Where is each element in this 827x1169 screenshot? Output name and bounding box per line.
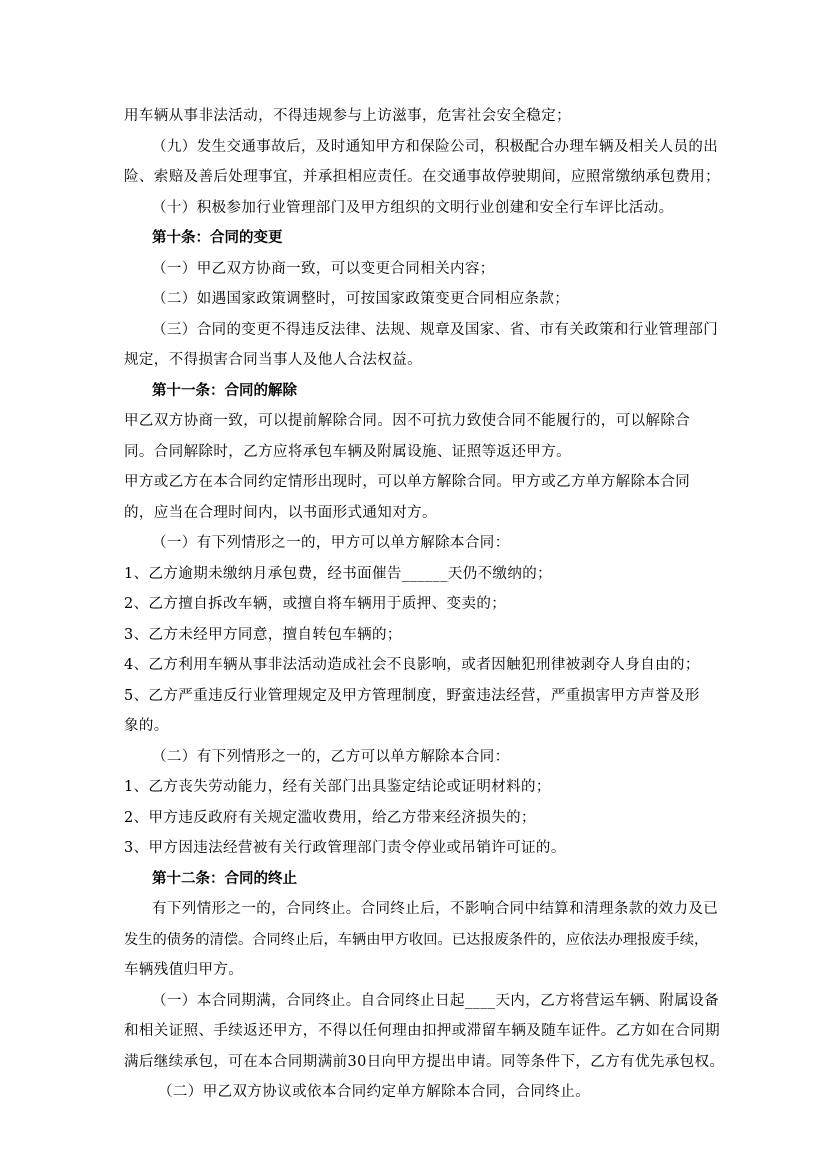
body-line: 和相关证照、手续返还甲方，不得以任何理由扣押或滞留车辆及随车证件。乙方如在合同期 bbox=[124, 1023, 720, 1039]
body-line: 5、乙方严重违反行业管理规定及甲方管理制度，野蛮违法经营，严重损害甲方声誉及形 bbox=[124, 688, 700, 704]
body-line: 2、甲方违反政府有关规定滥收费用，给乙方带来经济损失的； bbox=[124, 810, 536, 826]
body-line: 象的。 bbox=[124, 718, 169, 734]
body-line: 的，应当在合理时间内，以书面形式通知对方。 bbox=[124, 505, 437, 521]
body-line: （一）有下列情形之一的，甲方可以单方解除本合同： bbox=[152, 535, 510, 551]
body-line: 甲方或乙方在本合同约定情形出现时，可以单方解除合同。甲方或乙方单方解除本合同 bbox=[124, 474, 691, 490]
body-line: 发生的债务的清偿。合同终止后，车辆由甲方收回。已达报废条件的，应依法办理报废手续， bbox=[124, 932, 709, 948]
section-heading: 第十一条：合同的解除 bbox=[152, 383, 297, 399]
body-line: 1、乙方逾期未缴纳月承包费，经书面催告______天仍不缴纳的； bbox=[124, 566, 553, 582]
body-line: 车辆残值归甲方。 bbox=[124, 962, 244, 978]
section-heading: 第十条：合同的变更 bbox=[152, 230, 283, 246]
body-line: 同。合同解除时，乙方应将承包车辆及附属设施、证照等返还甲方。 bbox=[124, 444, 571, 460]
body-line: 规定，不得损害合同当事人及他人合法权益。 bbox=[124, 352, 422, 368]
body-line: 1、乙方丧失劳动能力，经有关部门出具鉴定结论或证明材料的； bbox=[124, 779, 551, 795]
body-line: 险、索赔及善后处理事宜，并承担相应责任。在交通事故停驶期间，应照常缴纳承包费用； bbox=[124, 169, 720, 185]
body-line: 4、乙方利用车辆从事非法活动造成社会不良影响，或者因触犯刑律被剥夺人身自由的； bbox=[124, 657, 700, 673]
body-line: （一）甲乙双方协商一致，可以变更合同相关内容； bbox=[152, 261, 495, 277]
body-line: 甲乙双方协商一致，可以提前解除合同。因不可抗力致使合同不能履行的，可以解除合 bbox=[124, 413, 691, 429]
body-line: 3、乙方未经甲方同意，擅自转包车辆的； bbox=[124, 627, 402, 643]
body-line: 有下列情形之一的，合同终止。合同终止后，不影响合同中结算和清理条款的效力及已 bbox=[152, 901, 719, 917]
body-line: （二）甲乙双方协议或依本合同约定单方解除本合同，合同终止。 bbox=[158, 1084, 591, 1100]
section-heading: 第十二条：合同的终止 bbox=[152, 871, 297, 887]
body-line: 3、甲方因违法经营被有关行政管理部门责令停业或吊销许可证的。 bbox=[124, 840, 566, 856]
body-line: （一）本合同期满，合同终止。自合同终止日起____天内，乙方将营运车辆、附属设备 bbox=[152, 993, 719, 1009]
body-line: （三）合同的变更不得违反法律、法规、规章及国家、省、市有关政策和行业管理部门 bbox=[152, 322, 719, 338]
body-line: （九）发生交通事故后，及时通知甲方和保险公司，积极配合办理车辆及相关人员的出 bbox=[152, 139, 719, 155]
body-line: 2、乙方擅自拆改车辆，或擅自将车辆用于质押、变卖的； bbox=[124, 596, 507, 612]
body-line: （二）如遇国家政策调整时，可按国家政策变更合同相应条款； bbox=[152, 291, 570, 307]
body-line: 满后继续承包，可在本合同期满前30日向甲方提出申请。同等条件下，乙方有优先承包权。 bbox=[124, 1054, 725, 1070]
body-line: （十）积极参加行业管理部门及甲方组织的文明行业创建和安全行车评比活动。 bbox=[152, 200, 674, 216]
body-line: 用车辆从事非法活动，不得违规参与上访滋事，危害社会安全稳定； bbox=[124, 108, 571, 124]
body-line: （二）有下列情形之一的，乙方可以单方解除本合同： bbox=[152, 749, 510, 765]
